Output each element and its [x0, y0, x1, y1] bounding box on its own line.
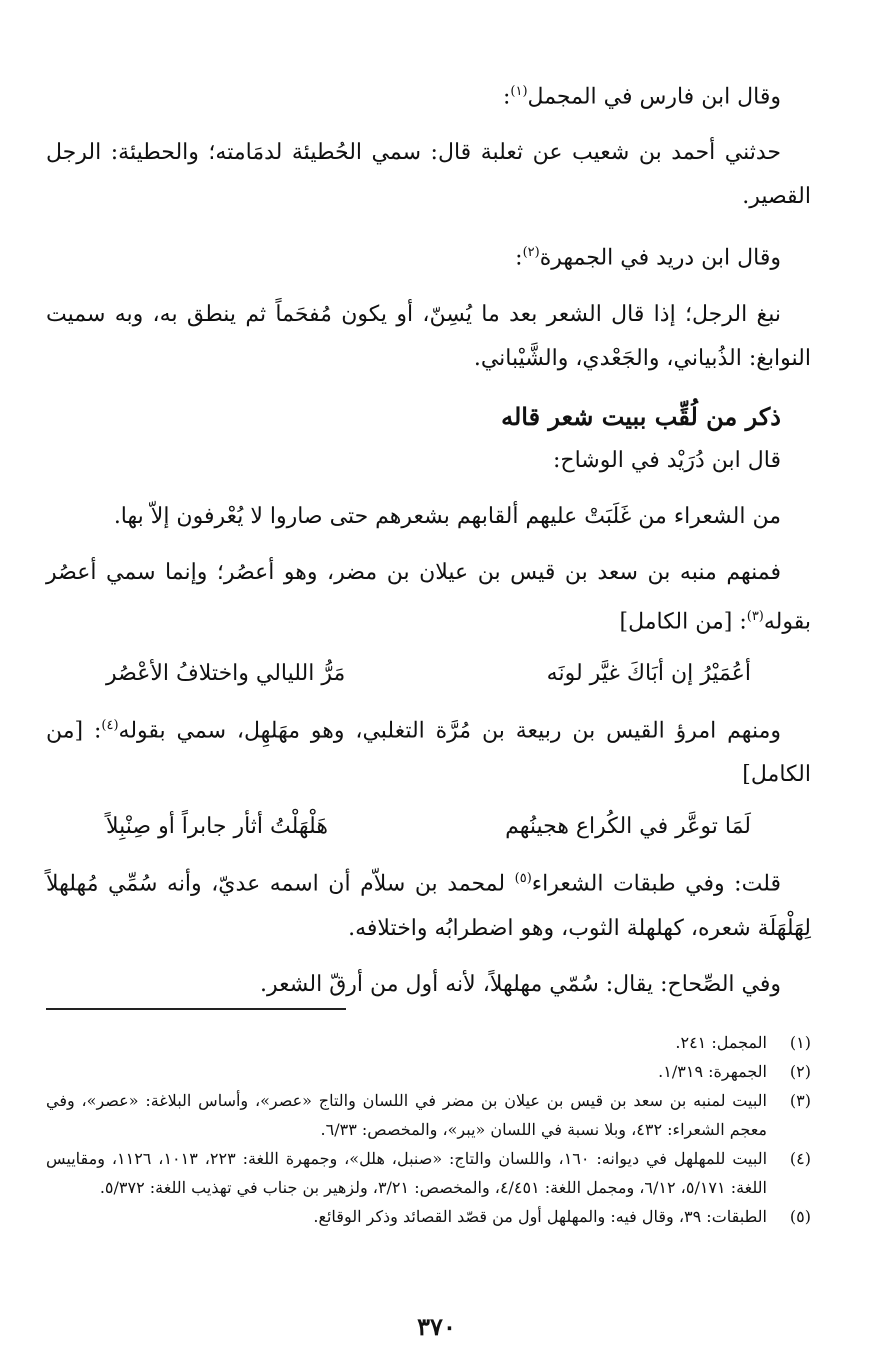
footnote — [46, 1086, 811, 1144]
verse-line — [46, 652, 811, 696]
paragraph — [46, 70, 811, 119]
text: : — [502, 84, 511, 110]
verse-hemistich-first: لَمَا توعَّر في الكُراع هجينُهم — [505, 814, 751, 840]
text: فمنهم منبه بن سعد بن قيس بن عيلان بن مضر، وهو أعصُر؛ وإنما سمي أعصُر بقوله — [46, 559, 811, 634]
paragraph — [46, 551, 811, 644]
footnote — [46, 1202, 811, 1231]
verse-hemistich-second: هَلْهَلْتُ أثأر جابراً أو صِنْبِلاً — [106, 814, 328, 840]
footnote-number: (٥) — [789, 1207, 811, 1226]
text: : — [515, 245, 523, 271]
text: وقال ابن دريد في الجمهرة — [539, 245, 781, 271]
footnote-number: (٣) — [789, 1091, 811, 1110]
footnotes — [46, 1028, 811, 1231]
footnote-ref[interactable]: (٢) — [522, 245, 540, 261]
footnote-text: الجمهرة: ١/٣١٩. — [658, 1062, 767, 1081]
footnote — [46, 1144, 811, 1202]
page-number: ٣٧٠ — [417, 1312, 456, 1341]
footnote-ref[interactable]: (٤) — [101, 717, 119, 733]
footnote-text: البيت لمنبه بن سعد بن قيس بن عيلان بن مضر في اللسان والتاج «عصر»، وأساس البلاغة: «عصر»، وفي معجم الشعراء: ٤٣٢، وبلا نسبة في اللسان «يبر»، والمخصص: ٦/٣٣. — [46, 1091, 767, 1139]
verse-hemistich-second: مَرُّ الليالي واختلافُ الأعْصُر — [106, 660, 346, 686]
paragraph: نبغ الرجل؛ إذا قال الشعر بعد ما يُسِنّ، أو يكون مُفحَماً ثم ينطق به، وبه سميت النوابغ: الذُبياني، والجَعْدي، والشَّيْباني. — [46, 301, 811, 371]
text: وقال ابن فارس في المجمل — [527, 84, 781, 110]
footnote-number: (٢) — [789, 1062, 811, 1081]
footnote-ref[interactable]: (١) — [510, 84, 528, 99]
paragraph — [46, 857, 811, 950]
paragraph — [46, 231, 811, 280]
footnote — [46, 1057, 811, 1086]
footnote-ref[interactable]: (٥) — [514, 871, 532, 887]
text: قلت: وفي طبقات الشعراء — [531, 871, 781, 897]
section-heading: ذكر من لُقِّب ببيت شعر قاله — [501, 401, 781, 431]
paragraph: حدثني أحمد بن شعيب عن ثعلبة قال: سمي الحُطيئة لدمَامته؛ والحطيئة: الرجل القصير. — [46, 140, 811, 210]
paragraph: من الشعراء من غَلَبَتْ عليهم ألقابهم بشعرهم حتى صاروا لا يُعْرفون إلاّ بها. — [113, 503, 781, 529]
text: : [من الكامل] — [619, 608, 747, 634]
verse-hemistich-first: أعُمَيْرُ إن أبَاكَ غيَّر لونَه — [546, 660, 751, 686]
paragraph — [46, 704, 811, 797]
footnote-number: (١) — [789, 1033, 811, 1052]
paragraph: قال ابن دُرَيْد في الوشاح: — [552, 447, 781, 473]
text: ومنهم امرؤ القيس بن ربيعة بن مُرَّة التغلبي، وهو مهَلهِل، سمي بقوله — [118, 718, 781, 744]
page-body — [46, 70, 811, 1007]
footnote-text: المجمل: ٢٤١. — [675, 1033, 767, 1052]
footnote-ref[interactable]: (٣) — [746, 608, 764, 624]
footnote-text: البيت للمهلهل في ديوانه: ١٦٠، واللسان والتاج: «صنبل، هلل»، وجمهرة اللغة: ٢٢٣، ١٠١٣، ١١٢٦، ومقاييس اللغة: ٥/١٧١، ٦/١٢، ومجمل اللغة: ٤/٤٥١، والمخصص: ٣/٢١، ولزهير بن جناب في تهذيب اللغة: ٥/٣٧٢. — [46, 1149, 768, 1197]
text: : [من الكامل] — [46, 718, 811, 788]
footnote-text: الطبقات: ٣٩، وقال فيه: والمهلهل أول من قصّد القصائد وذكر الوقائع. — [313, 1207, 767, 1226]
paragraph: وفي الصِّحاح: يقال: سُمّي مهلهلاً، لأنه أول من أرقّ الشعر. — [260, 971, 781, 997]
footnote-separator — [46, 1008, 346, 1010]
verse-line — [46, 805, 811, 849]
footnote-number: (٤) — [789, 1149, 811, 1168]
footnote — [46, 1028, 811, 1057]
text: لمحمد بن سلاّم أن اسمه عديّ، وأنه سُمِّي مُهلهلاً لِهَلْهَلَة شعره، كهلهلة الثوب، وهو اضطرابُه واختلافه. — [46, 871, 811, 941]
